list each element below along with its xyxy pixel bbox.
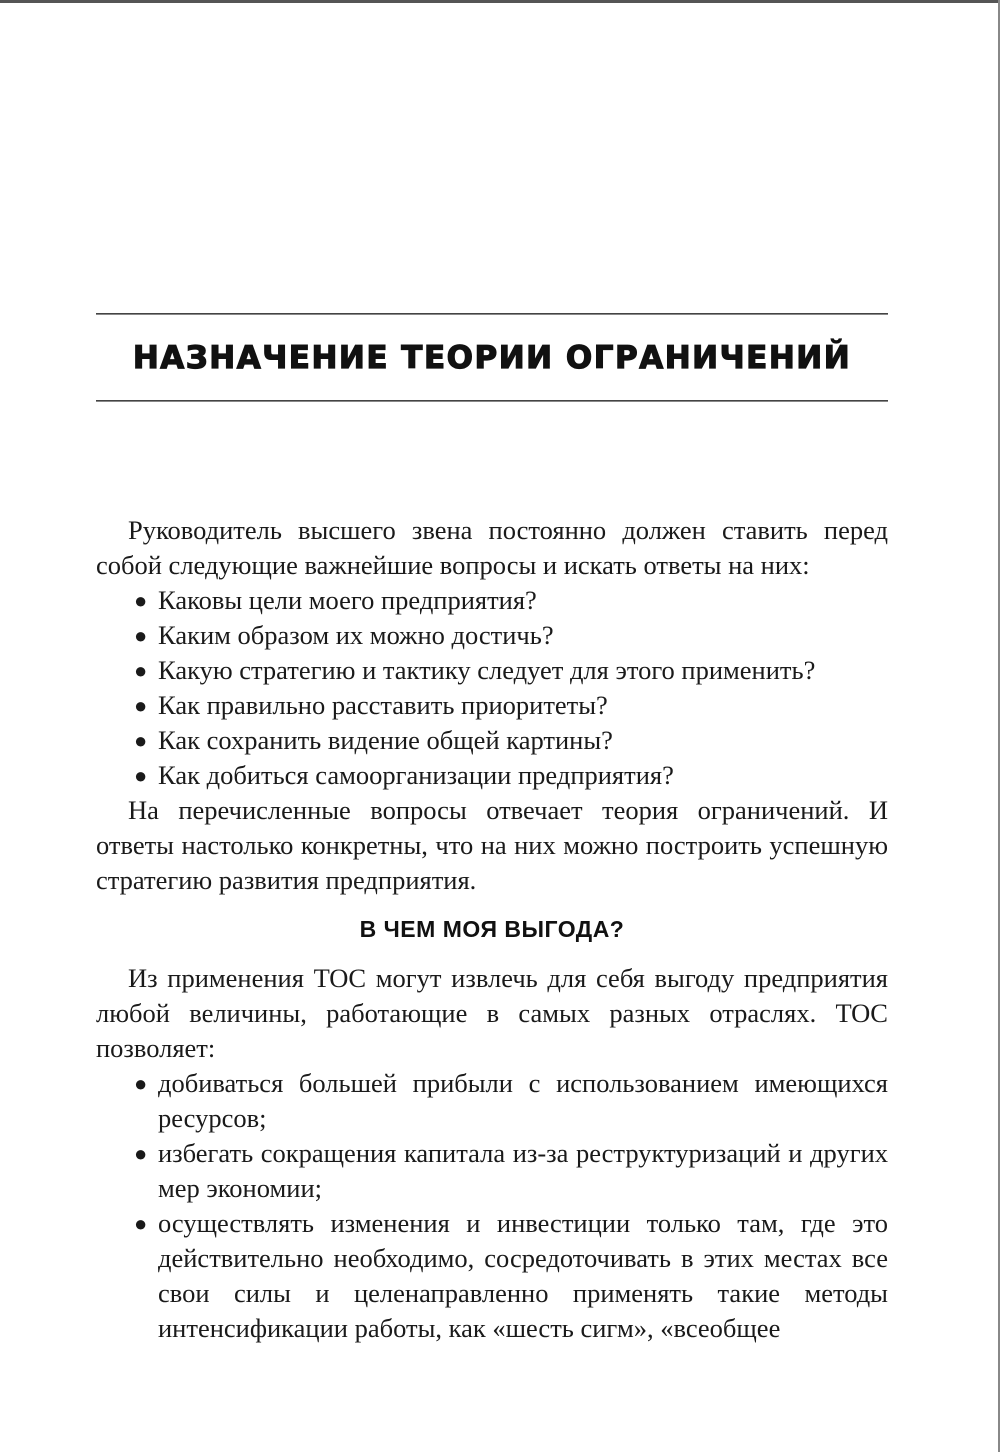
list-item xyxy=(96,618,888,653)
list-item xyxy=(96,583,888,618)
bullet-icon: ● xyxy=(134,1071,148,1096)
intro-block xyxy=(96,513,888,898)
questions-list xyxy=(96,583,888,793)
title-rule-bottom xyxy=(96,400,888,402)
question-text: Каковы цели моего предприятия? xyxy=(158,585,537,615)
bullet-icon: ● xyxy=(134,623,148,648)
benefits-list xyxy=(96,1066,888,1346)
bullet-icon: ● xyxy=(134,588,148,613)
section-paragraph: Из применения TOC могут извлечь для себя выгоду предприятия любой величины, работающие в самых разных отраслях. TOC позволяет: xyxy=(96,963,888,1063)
section-heading: В ЧЕМ МОЯ ВЫГОДА? xyxy=(359,916,625,942)
list-item xyxy=(96,758,888,793)
bullet-icon: ● xyxy=(134,658,148,683)
question-text: Как правильно расставить приоритеты? xyxy=(158,690,608,720)
bullet-icon: ● xyxy=(134,763,148,788)
list-item xyxy=(96,1066,888,1136)
benefit-text: добиваться большей прибыли с использованием имеющихся ресурсов; xyxy=(158,1068,888,1133)
question-text: Какую стратегию и тактику следует для этого применить? xyxy=(158,655,816,685)
intro-paragraph: Руководитель высшего звена постоянно должен ставить перед собой следующие важнейшие вопросы и искать ответы на них: xyxy=(96,515,888,580)
question-text: Каким образом их можно достичь? xyxy=(158,620,554,650)
chapter-title: НАЗНАЧЕНИЕ ТЕОРИИ ОГРАНИЧЕНИЙ xyxy=(132,340,852,376)
bullet-icon: ● xyxy=(134,728,148,753)
benefit-text: осуществлять изменения и инвестиции только там, где это действительно необходимо, сосредоточивать в этих местах все свои силы и целенаправленно применять такие методы интенсификации работы, как «шесть сигм», «всеобщее xyxy=(158,1208,888,1343)
page-edge xyxy=(0,0,1000,3)
question-text: Как сохранить видение общей картины? xyxy=(158,725,613,755)
question-text: Как добиться самоорганизации предприятия? xyxy=(158,760,674,790)
list-item xyxy=(96,723,888,758)
list-item xyxy=(96,653,888,688)
list-item xyxy=(96,1206,888,1346)
benefit-text: избегать сокращения капитала из-за реструктуризаций и других мер экономии; xyxy=(158,1138,888,1203)
list-item xyxy=(96,688,888,723)
benefits-block xyxy=(96,961,888,1346)
bullet-icon: ● xyxy=(134,1211,148,1236)
bullet-icon: ● xyxy=(134,1141,148,1166)
list-item xyxy=(96,1136,888,1206)
intro-conclusion: На перечисленные вопросы отвечает теория ограничений. И ответы настолько конкретны, что на них можно построить успешную стратегию развития предприятия. xyxy=(96,795,888,895)
title-rule-top xyxy=(96,313,888,315)
bullet-icon: ● xyxy=(134,693,148,718)
